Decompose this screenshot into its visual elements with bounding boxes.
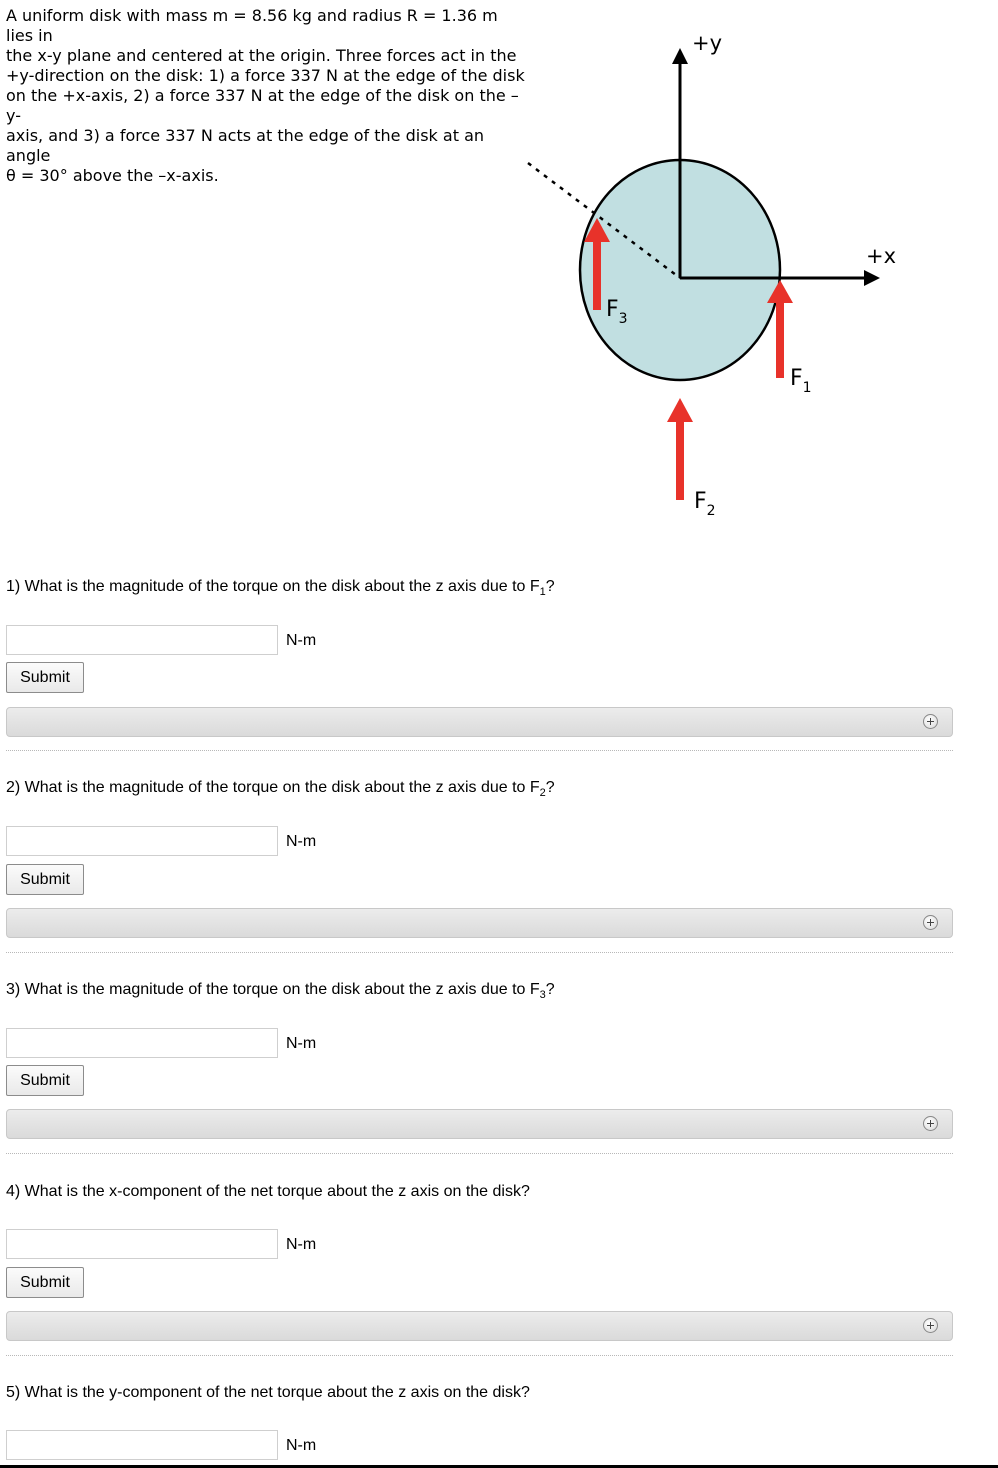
x-axis-arrowhead [864, 270, 880, 286]
problem-statement [6, 6, 526, 186]
f2-label: $F_2$ [694, 489, 716, 519]
question-divider [6, 750, 953, 751]
question-divider [6, 1153, 953, 1154]
problem-line: A uniform disk with mass m = 8.56 kg and radius R = 1.36 m lies in [6, 6, 498, 45]
question-2-submit-button[interactable]: Submit [6, 864, 84, 895]
question-2-unit: N-m [286, 833, 317, 850]
question-3-unit: N-m [286, 1035, 317, 1052]
question-divider [6, 952, 953, 953]
question-3-text: 3) What is the magnitude of the torque on the disk about the z axis due to $F_3$? [6, 981, 555, 1002]
question-1-answer-input[interactable] [6, 625, 278, 655]
question-1-submit-button[interactable]: Submit [6, 662, 84, 693]
problem-line: the x-y plane and centered at the origin. Three forces act in the [6, 46, 517, 65]
y-axis-label: +y [692, 31, 723, 55]
question-4-unit: N-m [286, 1236, 317, 1253]
problem-line: on the +x-axis, 2) a force 337 N at the edge of the disk on the –y- [6, 86, 519, 125]
f2-arrow-head [667, 398, 693, 422]
question-4-answer-input[interactable] [6, 1229, 278, 1259]
problem-line: axis, and 3) a force 337 N acts at the edge of the disk at an angle [6, 126, 485, 165]
question-5-text: 5) What is the y-component of the net torque about the z axis on the disk? [6, 1384, 530, 1401]
expand-plus-icon[interactable] [923, 714, 938, 729]
x-axis-label: +x [866, 244, 897, 268]
disk-diagram [520, 20, 920, 530]
y-axis-arrowhead [672, 48, 688, 64]
expand-plus-icon[interactable] [923, 1116, 938, 1131]
question-4-text: 4) What is the x-component of the net torque about the z axis on the disk? [6, 1183, 530, 1200]
question-3-answer-input[interactable] [6, 1028, 278, 1058]
f3-label: $F_3$ [606, 297, 628, 327]
question-2-text: 2) What is the magnitude of the torque on the disk about the z axis due to $F_2$? [6, 779, 555, 800]
question-1-text: 1) What is the magnitude of the torque on the disk about the z axis due to $F_1$? [6, 578, 555, 599]
f2-arrow-shaft [676, 420, 684, 500]
question-4-hint-bar[interactable] [6, 1311, 953, 1341]
question-1-hint-bar[interactable] [6, 707, 953, 737]
question-2-answer-input[interactable] [6, 826, 278, 856]
question-3-submit-button[interactable]: Submit [6, 1065, 84, 1096]
question-divider [6, 1355, 953, 1356]
f1-arrow-shaft [776, 300, 784, 378]
expand-plus-icon[interactable] [923, 1318, 938, 1333]
question-5-unit: N-m [286, 1437, 317, 1454]
expand-plus-icon[interactable] [923, 915, 938, 930]
f1-label: $F_1$ [790, 366, 812, 396]
question-5-answer-input[interactable] [6, 1430, 278, 1460]
problem-line: θ = 30° above the –x-axis. [6, 166, 219, 185]
question-2-hint-bar[interactable] [6, 908, 953, 938]
f3-arrow-shaft [593, 238, 601, 310]
question-3-hint-bar[interactable] [6, 1109, 953, 1139]
question-1-unit: N-m [286, 632, 317, 649]
question-4-submit-button[interactable]: Submit [6, 1267, 84, 1298]
problem-line: +y-direction on the disk: 1) a force 337 N at the edge of the disk [6, 66, 525, 85]
